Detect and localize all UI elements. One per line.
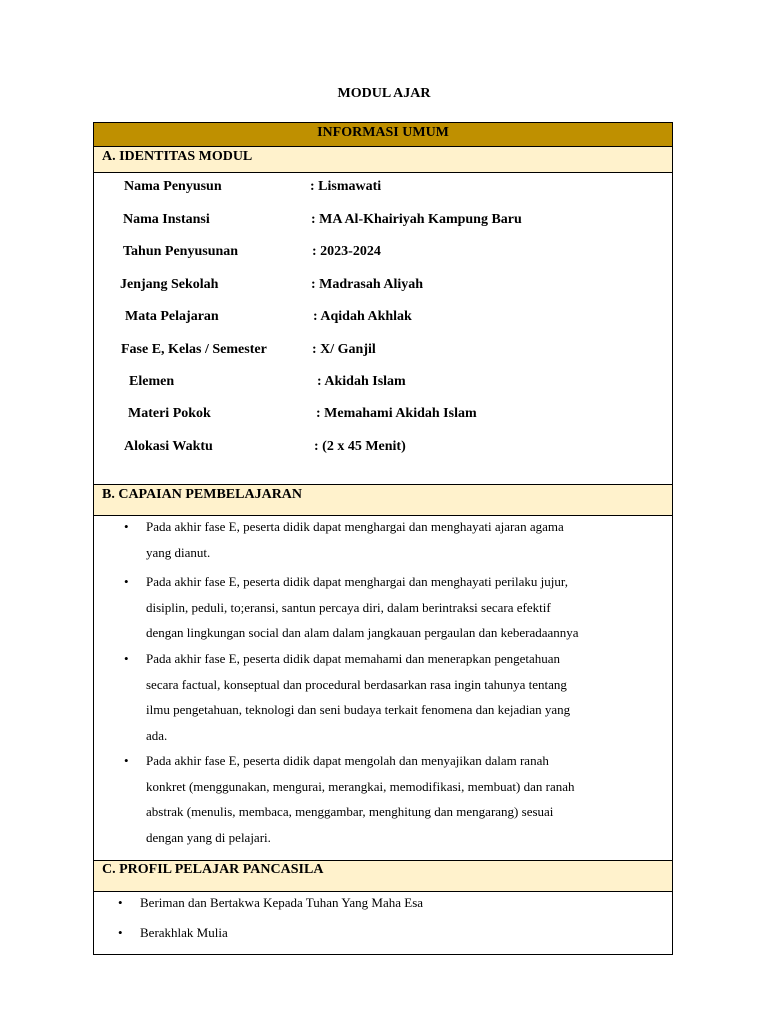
main-header: INFORMASI UMUM — [94, 123, 672, 147]
label-alokasi-waktu: Alokasi Waktu — [124, 439, 213, 454]
list-item: • Pada akhir fase E, peserta didik dapat memahami dan menerapkan pengetahuan secara factual, konseptual dan procedural berdasarkan rasa ingin tahunya tentang ilmu pengetahuan, teknologi dan seni budaya terkait fenomena dan kejadian yang ada. — [120, 646, 650, 748]
label-elemen: Elemen — [129, 374, 175, 389]
list-item: • Pada akhir fase E, peserta didik dapat menghargai dan menghayati ajaran agama yang dianut. — [120, 514, 650, 565]
value-nama-instansi: : MA Al-Khairiyah Kampung Baru — [311, 212, 522, 227]
list-item: • Beriman dan Bertakwa Kepada Tuhan Yang Maha Esa — [114, 890, 644, 916]
value-nama-penyusun: : Lismawati — [310, 179, 382, 194]
list-item: • Berakhlak Mulia — [114, 920, 644, 946]
capaian-list — [94, 516, 672, 861]
label-fase-kelas-semester: Fase E, Kelas / Semester — [121, 342, 267, 357]
section-c-header: C. PROFIL PELAJAR PANCASILA — [94, 861, 672, 892]
label-tahun-penyusunan: Tahun Penyusunan — [123, 244, 239, 259]
value-mata-pelajaran: : Aqidah Akhlak — [313, 309, 412, 324]
value-tahun-penyusunan: : 2023-2024 — [312, 244, 381, 259]
list-item: • Pada akhir fase E, peserta didik dapat menghargai dan menghayati perilaku jujur, disiplin, peduli, to;eransi, santun percaya diri, dalam berintraksi secara efektif dengan lingkungan social dan alam dalam jangkauan pergaulan dan keberadaannya — [120, 569, 650, 646]
document-title: MODUL AJAR — [337, 86, 431, 101]
label-nama-penyusun: Nama Penyusun — [124, 179, 222, 194]
list-item: • Pada akhir fase E, peserta didik dapat mengolah dan menyajikan dalam ranah konkret (menggunakan, mengurai, merangkai, memodifikasi, membuat) dan ranah abstrak (menulis, membaca, menggambar, menghitung dan mengarang) sesuai dengan yang di pelajari. — [120, 748, 650, 850]
label-jenjang-sekolah: Jenjang Sekolah — [120, 277, 219, 292]
section-b-header: B. CAPAIAN PEMBELAJARAN — [94, 485, 672, 516]
bullet-icon: • — [124, 753, 129, 768]
bullet-icon: • — [118, 895, 123, 910]
label-mata-pelajaran: Mata Pelajaran — [125, 309, 219, 324]
value-elemen: : Akidah Islam — [317, 374, 406, 389]
value-fase-kelas-semester: : X/ Ganjil — [312, 342, 376, 357]
label-materi-pokok: Materi Pokok — [128, 406, 211, 421]
value-jenjang-sekolah: : Madrasah Aliyah — [311, 277, 424, 292]
info-table — [93, 122, 673, 955]
bullet-icon: • — [124, 574, 129, 589]
label-nama-instansi: Nama Instansi — [123, 212, 210, 227]
value-materi-pokok: : Memahami Akidah Islam — [316, 406, 477, 421]
bullet-icon: • — [124, 519, 129, 534]
bullet-icon: • — [124, 651, 129, 666]
bullet-icon: • — [118, 925, 123, 940]
value-alokasi-waktu: : (2 x 45 Menit) — [314, 439, 406, 454]
identity-block — [94, 173, 672, 485]
profil-list — [94, 892, 672, 954]
section-a-header: A. IDENTITAS MODUL — [94, 147, 672, 173]
